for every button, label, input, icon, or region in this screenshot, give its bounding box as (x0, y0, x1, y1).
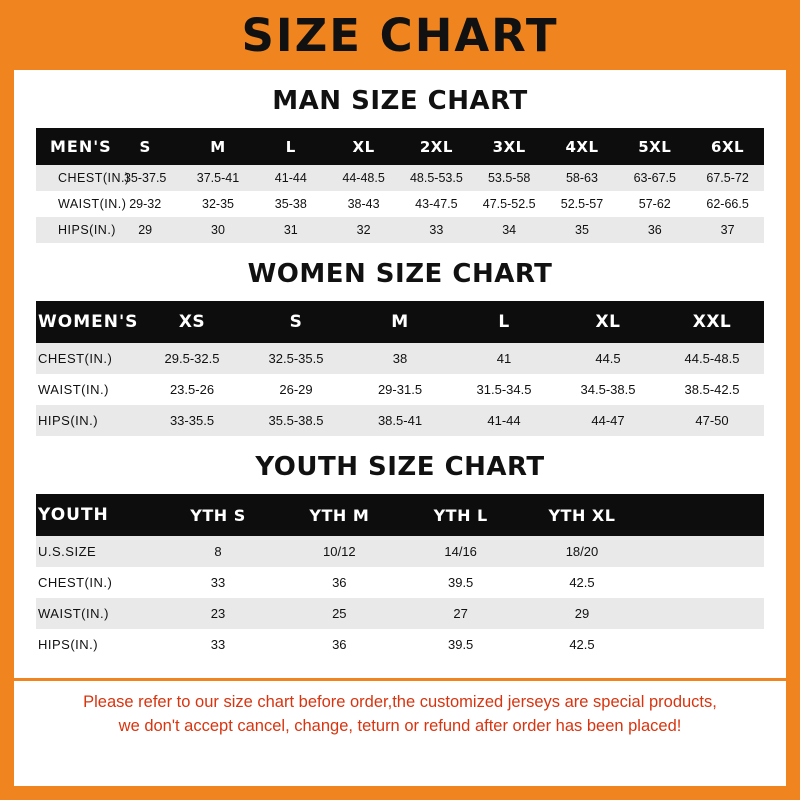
footer-note-line-1: Please refer to our size chart before order,the customized jerseys are special products, (83, 693, 717, 711)
table-row (36, 598, 764, 629)
cell (643, 567, 764, 598)
column-header: M (210, 137, 226, 156)
section-title-man: MAN SIZE CHART (272, 86, 528, 116)
row-label: HIPS(IN.) (36, 629, 157, 660)
column-header: L (285, 137, 296, 156)
column-header: XS (178, 312, 206, 332)
cell: 14/16 (400, 536, 521, 567)
column-header: YTH XL (548, 505, 616, 525)
cell: 39.5 (400, 629, 521, 660)
cell: 44.5 (556, 343, 660, 374)
cell: 18/20 (521, 536, 642, 567)
cell: 34 (473, 217, 546, 243)
cell: 27 (400, 598, 521, 629)
cell: 33 (400, 217, 473, 243)
header-banner (0, 0, 800, 70)
column-header: 5XL (638, 137, 672, 156)
cell: 42.5 (521, 567, 642, 598)
cell: 53.5-58 (473, 165, 546, 191)
cell (643, 536, 764, 567)
cell: 33-35.5 (140, 405, 244, 436)
column-header: L (498, 312, 510, 332)
cell: 26-29 (244, 374, 348, 405)
row-label: U.S.SIZE (36, 536, 157, 567)
cell: 38.5-42.5 (660, 374, 764, 405)
cell: 31.5-34.5 (452, 374, 556, 405)
column-header: WOMEN'S (38, 312, 139, 332)
table-row (36, 165, 764, 191)
man-size-table (36, 128, 764, 243)
cell: 36 (279, 567, 400, 598)
column-header: YOUTH (38, 505, 109, 525)
cell: 63-67.5 (618, 165, 691, 191)
cell: 34.5-38.5 (556, 374, 660, 405)
cell: 36 (618, 217, 691, 243)
table-header-row (36, 128, 764, 165)
table-row (36, 567, 764, 598)
row-label: CHEST(IN.) (36, 343, 140, 374)
cell: 44.5-48.5 (660, 343, 764, 374)
footer-note-line-2: we don't accept cancel, change, teturn or refund after order has been placed! (118, 716, 682, 735)
column-header: XL (352, 137, 375, 156)
column-header: M (391, 312, 409, 332)
cell: 33 (157, 629, 278, 660)
table-row (36, 629, 764, 660)
cell: 37.5-41 (182, 165, 255, 191)
cell: 32-35 (182, 191, 255, 217)
cell: 44-48.5 (327, 165, 400, 191)
cell: 38-43 (327, 191, 400, 217)
section-women (14, 259, 786, 436)
cell: 38.5-41 (348, 405, 452, 436)
cell: 62-66.5 (691, 191, 764, 217)
row-label: HIPS(IN.) (36, 217, 109, 243)
table-row (36, 405, 764, 436)
cell: 47-50 (660, 405, 764, 436)
row-label: WAIST(IN.) (36, 191, 109, 217)
cell: 42.5 (521, 629, 642, 660)
cell: 29 (521, 598, 642, 629)
cell: 23.5-26 (140, 374, 244, 405)
cell: 30 (182, 217, 255, 243)
column-header: 6XL (711, 137, 745, 156)
cell: 29-31.5 (348, 374, 452, 405)
cell: 58-63 (546, 165, 619, 191)
cell: 48.5-53.5 (400, 165, 473, 191)
column-header: S (289, 312, 303, 332)
cell: 67.5-72 (691, 165, 764, 191)
column-header: YTH M (309, 505, 370, 525)
row-label: WAIST(IN.) (36, 598, 157, 629)
cell: 57-62 (618, 191, 691, 217)
cell: 8 (157, 536, 278, 567)
cell: 29.5-32.5 (140, 343, 244, 374)
column-header: S (139, 137, 151, 156)
table-row (36, 374, 764, 405)
cell: 41-44 (452, 405, 556, 436)
section-youth (14, 452, 786, 660)
women-size-table (36, 301, 764, 436)
table-header-row (36, 494, 764, 536)
youth-size-table (36, 494, 764, 660)
cell: 35 (546, 217, 619, 243)
cell: 38 (348, 343, 452, 374)
column-header: 2XL (419, 137, 453, 156)
table-header-row (36, 301, 764, 343)
section-title-youth: YOUTH SIZE CHART (255, 452, 545, 482)
cell: 41 (452, 343, 556, 374)
column-header: MEN'S (50, 137, 112, 156)
cell: 10/12 (279, 536, 400, 567)
row-label: CHEST(IN.) (36, 567, 157, 598)
table-row (36, 536, 764, 567)
cell: 32.5-35.5 (244, 343, 348, 374)
cell: 37 (691, 217, 764, 243)
cell: 39.5 (400, 567, 521, 598)
column-header: YTH L (433, 505, 488, 525)
cell: 35-37.5 (109, 165, 182, 191)
cell: 33 (157, 567, 278, 598)
section-man (14, 86, 786, 243)
cell: 29-32 (109, 191, 182, 217)
cell: 29 (109, 217, 182, 243)
table-row (36, 191, 764, 217)
column-header: XL (595, 312, 621, 332)
column-header: XXL (692, 312, 732, 332)
column-header: YTH S (190, 505, 246, 525)
column-header: 4XL (565, 137, 599, 156)
cell: 23 (157, 598, 278, 629)
cell: 44-47 (556, 405, 660, 436)
cell: 25 (279, 598, 400, 629)
row-label: CHEST(IN.) (36, 165, 109, 191)
page-title: SIZE CHART (241, 8, 559, 62)
column-header (643, 494, 764, 536)
cell: 47.5-52.5 (473, 191, 546, 217)
column-header: 3XL (492, 137, 526, 156)
cell: 41-44 (254, 165, 327, 191)
cell: 43-47.5 (400, 191, 473, 217)
cell: 35-38 (254, 191, 327, 217)
row-label: WAIST(IN.) (36, 374, 140, 405)
table-row (36, 343, 764, 374)
table-row (36, 217, 764, 243)
cell: 36 (279, 629, 400, 660)
cell: 31 (254, 217, 327, 243)
row-label: HIPS(IN.) (36, 405, 140, 436)
cell: 35.5-38.5 (244, 405, 348, 436)
cell: 52.5-57 (546, 191, 619, 217)
cell (643, 629, 764, 660)
cell: 32 (327, 217, 400, 243)
bottom-accent-bar (0, 786, 800, 800)
footer-note (14, 678, 786, 739)
cell (643, 598, 764, 629)
section-title-women: WOMEN SIZE CHART (247, 259, 553, 289)
